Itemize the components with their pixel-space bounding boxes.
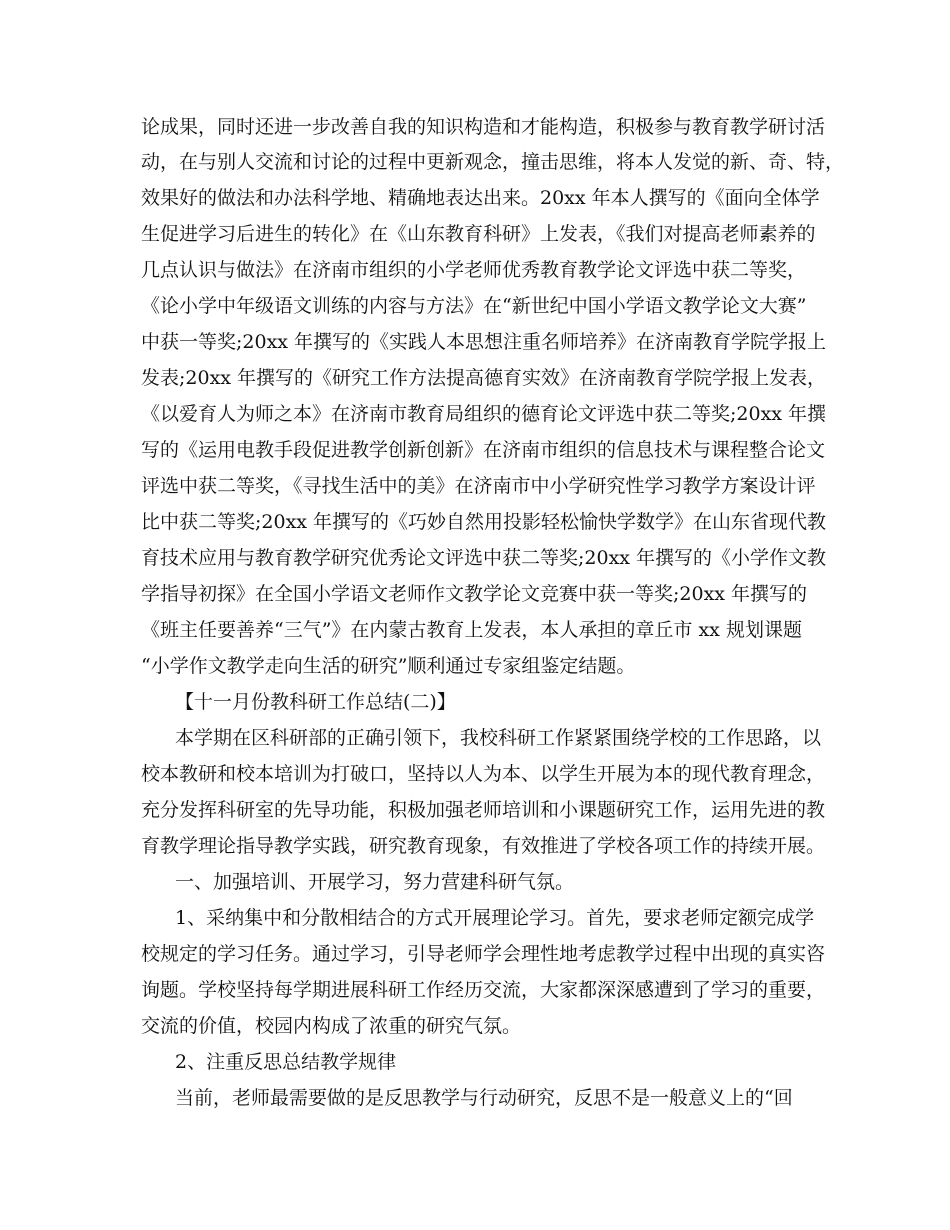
paragraph-line: 学指导初探》在全国小学语文老师作文教学论文竞赛中获一等奖;20xx 年撰写的 (141, 583, 808, 605)
paragraph-line: 效果好的做法和办法科学地、精确地表达出来。20xx 年本人撰写的《面向全体学 (141, 187, 820, 209)
paragraph-line: 1、采纳集中和分散相结合的方式开展理论学习。首先，要求老师定额完成学 (175, 907, 815, 929)
paragraph-line: 育技术应用与教育教学研究优秀论文评选中获二等奖;20xx 年撰写的《小学作文教 (141, 547, 827, 569)
paragraph-line: 当前，老师最需要做的是反思教学与行动研究，反思不是一般意义上的“回 (175, 1087, 793, 1109)
paragraph-line: 生促进学习后进生的转化》在《山东教育科研》上发表，《我们对提高老师素养的 (141, 223, 816, 245)
paragraph-line: 写的《运用电教手段促进教学创新创新》在济南市组织的信息技术与课程整合论文 (141, 439, 826, 461)
paragraph-line: 评选中获二等奖，《寻找生活中的美》在济南市中小学研究性学习教学方案设计评 (141, 475, 816, 497)
paragraph-line: 《论小学中年级语文训练的内容与方法》在“新世纪中国小学语文教学论文大赛” (141, 295, 807, 317)
subheading: 2、注重反思总结教学规律 (175, 1051, 397, 1073)
paragraph-line: 比中获二等奖;20xx 年撰写的《巧妙自然用投影轻松愉快学数学》在山东省现代教 (141, 511, 827, 533)
paragraph-line: 几点认识与做法》在济南市组织的小学老师优秀教育教学论文评选中获二等奖， (141, 259, 807, 281)
paragraph-line: 交流的价值，校园内构成了浓重的研究气氛。 (141, 1015, 522, 1037)
paragraph-line: 充分发挥科研室的先导功能，积极加强老师培训和小课题研究工作，运用先进的教 (141, 799, 826, 821)
paragraph-line: 育教学理论指导教学实践，研究教育现象，有效推进了学校各项工作的持续开展。 (141, 835, 826, 857)
section-heading: 【十一月份教科研工作总结(二)】 (175, 691, 456, 713)
subheading: 一、加强培训、开展学习，努力营建科研气氛。 (175, 871, 575, 893)
paragraph-line: 论成果，同时还进一步改善自我的知识构造和才能构造，积极参与教育教学研讨活 (141, 116, 826, 138)
paragraph-line: “小学作文教学走向生活的研究”顺利通过专家组鉴定结题。 (141, 655, 636, 677)
paragraph-line: 本学期在区科研部的正确引领下，我校科研工作紧紧围绕学校的工作思路，以 (175, 727, 822, 749)
paragraph-line: 校本教研和校本培训为打破口，坚持以人为本、以学生开展为本的现代教育理念， (141, 763, 826, 785)
paragraph-line: 中获一等奖;20xx 年撰写的《实践人本思想注重名师培养》在济南教育学院学报上 (141, 331, 827, 353)
paragraph-line: 询题。学校坚持每学期进展科研工作经历交流，大家都深深感遭到了学习的重要， (141, 979, 826, 1001)
paragraph-line: 校规定的学习任务。通过学习，引导老师学会理性地考虑教学过程中出现的真实咨 (141, 943, 826, 965)
paragraph-line: 动，在与别人交流和讨论的过程中更新观念，撞击思维，将本人发觉的新、奇、特， (141, 151, 845, 173)
paragraph-line: 《班主任要善养“三气”》在内蒙古教育上发表，本人承担的章丘市 xx 规划课题 (141, 619, 802, 641)
paragraph-line: 《以爱育人为师之本》在济南市教育局组织的德育论文评选中获二等奖;20xx 年撰 (141, 403, 827, 425)
paragraph-line: 发表;20xx 年撰写的《研究工作方法提高德育实效》在济南教育学院学报上发表， (141, 367, 827, 389)
